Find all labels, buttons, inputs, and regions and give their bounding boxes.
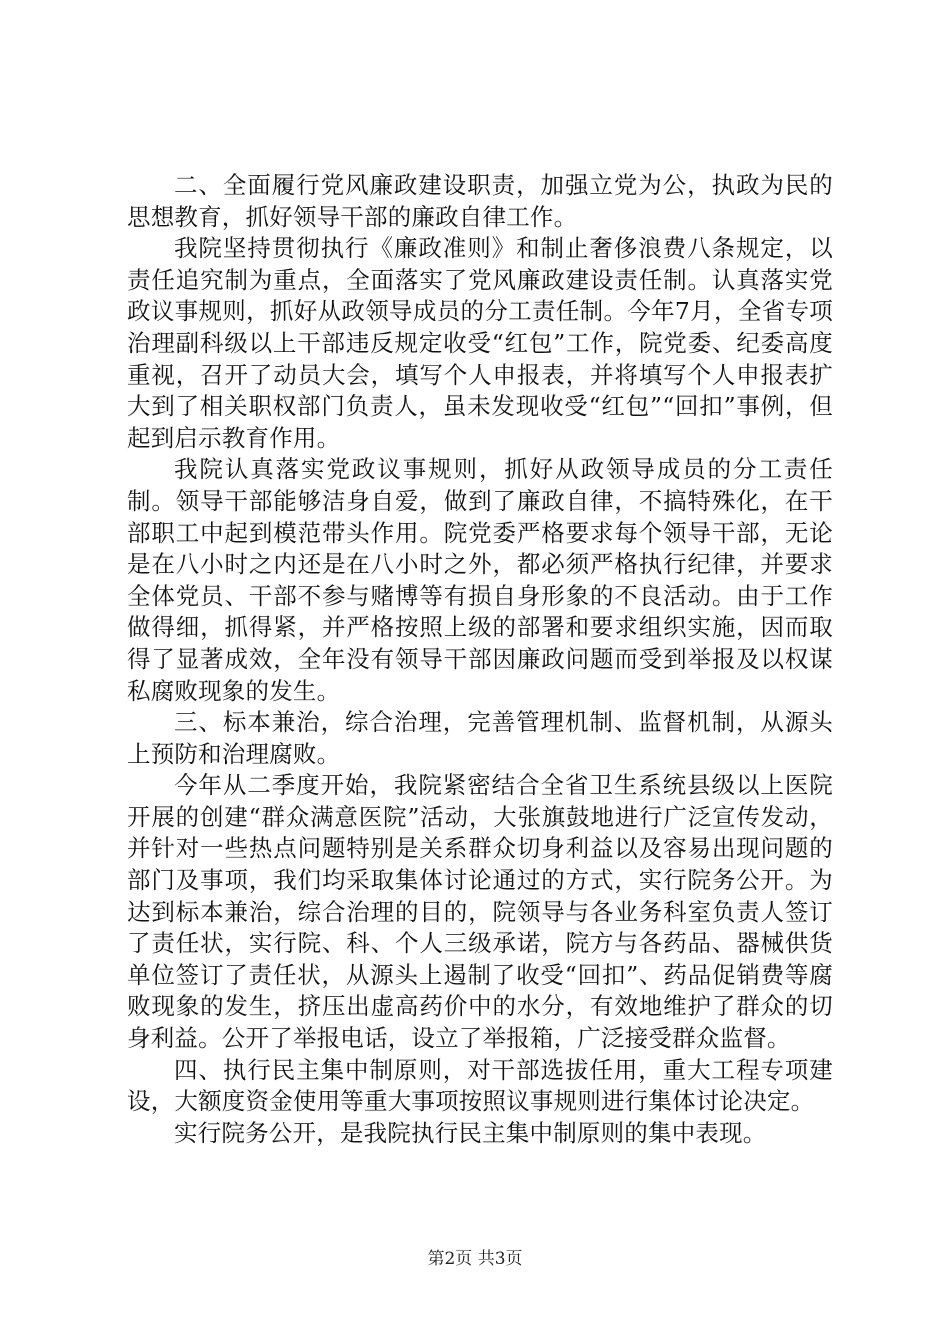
section-heading-2: 二、全面履行党风廉政建设职责，加强立党为公，执政为民的思想教育，抓好领导干部的廉政自律工作。 [127,171,833,231]
body-paragraph: 今年从二季度开始，我院紧密结合全省卫生系统县级以上医院开展的创建“群众满意医院”活动，大张旗鼓地进行广泛宣传发动，并针对一些热点问题特别是关系群众切身利益以及容易出现问题的部门及事项，我们均采取集体讨论通过的方式，实行院务公开。为达到标本兼治，综合治理的目的，院领导与各业务科室负责人签订了责任状，实行院、科、个人三级承诺，院方与各药品、器械供货单位签订了责任状，从源头上遏制了收受“回扣”、药品促销费等腐败现象的发生，挤压出虚高药价中的水分，有效地维护了群众的切身利益。公开了举报电话，设立了举报箱，广泛接受群众监督。 [127,771,833,1053]
section-heading-3: 三、标本兼治，综合治理，完善管理机制、监督机制，从源头上预防和治理腐败。 [127,708,833,768]
document-body [127,170,833,1149]
body-paragraph: 我院认真落实党政议事规则，抓好从政领导成员的分工责任制。领导干部能够洁身自爱，做到了廉政自律，不搞特殊化，在干部职工中起到模范带头作用。院党委严格要求每个领导干部，无论是在八小时之内还是在八小时之外，都必须严格执行纪律，并要求全体党员、干部不参与赌博等有损自身形象的不良活动。由于工作做得细，抓得紧，并严格按照上级的部署和要求组织实施，因而取得了显著成效，全年没有领导干部因廉政问题而受到举报及以权谋私腐败现象的发生。 [127,455,833,705]
page-number-footer: 第2页 共3页 [427,1249,523,1269]
section-heading-4: 四、执行民主集中制原则，对干部选拔任用，重大工程专项建设，大额度资金使用等重大事项按照议事规则进行集体讨论决定。 [127,1055,833,1116]
body-paragraph: 我院坚持贯彻执行《廉政准则》和制止奢侈浪费八条规定，以责任追究制为重点，全面落实了党风廉政建设责任制。认真落实党政议事规则，抓好从政领导成员的分工责任制。今年7月，全省专项治理副科级以上干部违反规定收受“红包”工作，院党委、纪委高度重视，召开了动员大会，填写个人申报表，并将填写个人申报表扩大到了相关职权部门负责人，虽未发现收受“红包”“回扣”事例，但起到启示教育作用。 [127,234,833,452]
body-paragraph: 实行院务公开，是我院执行民主集中制原则的集中表现。 [174,1118,767,1147]
